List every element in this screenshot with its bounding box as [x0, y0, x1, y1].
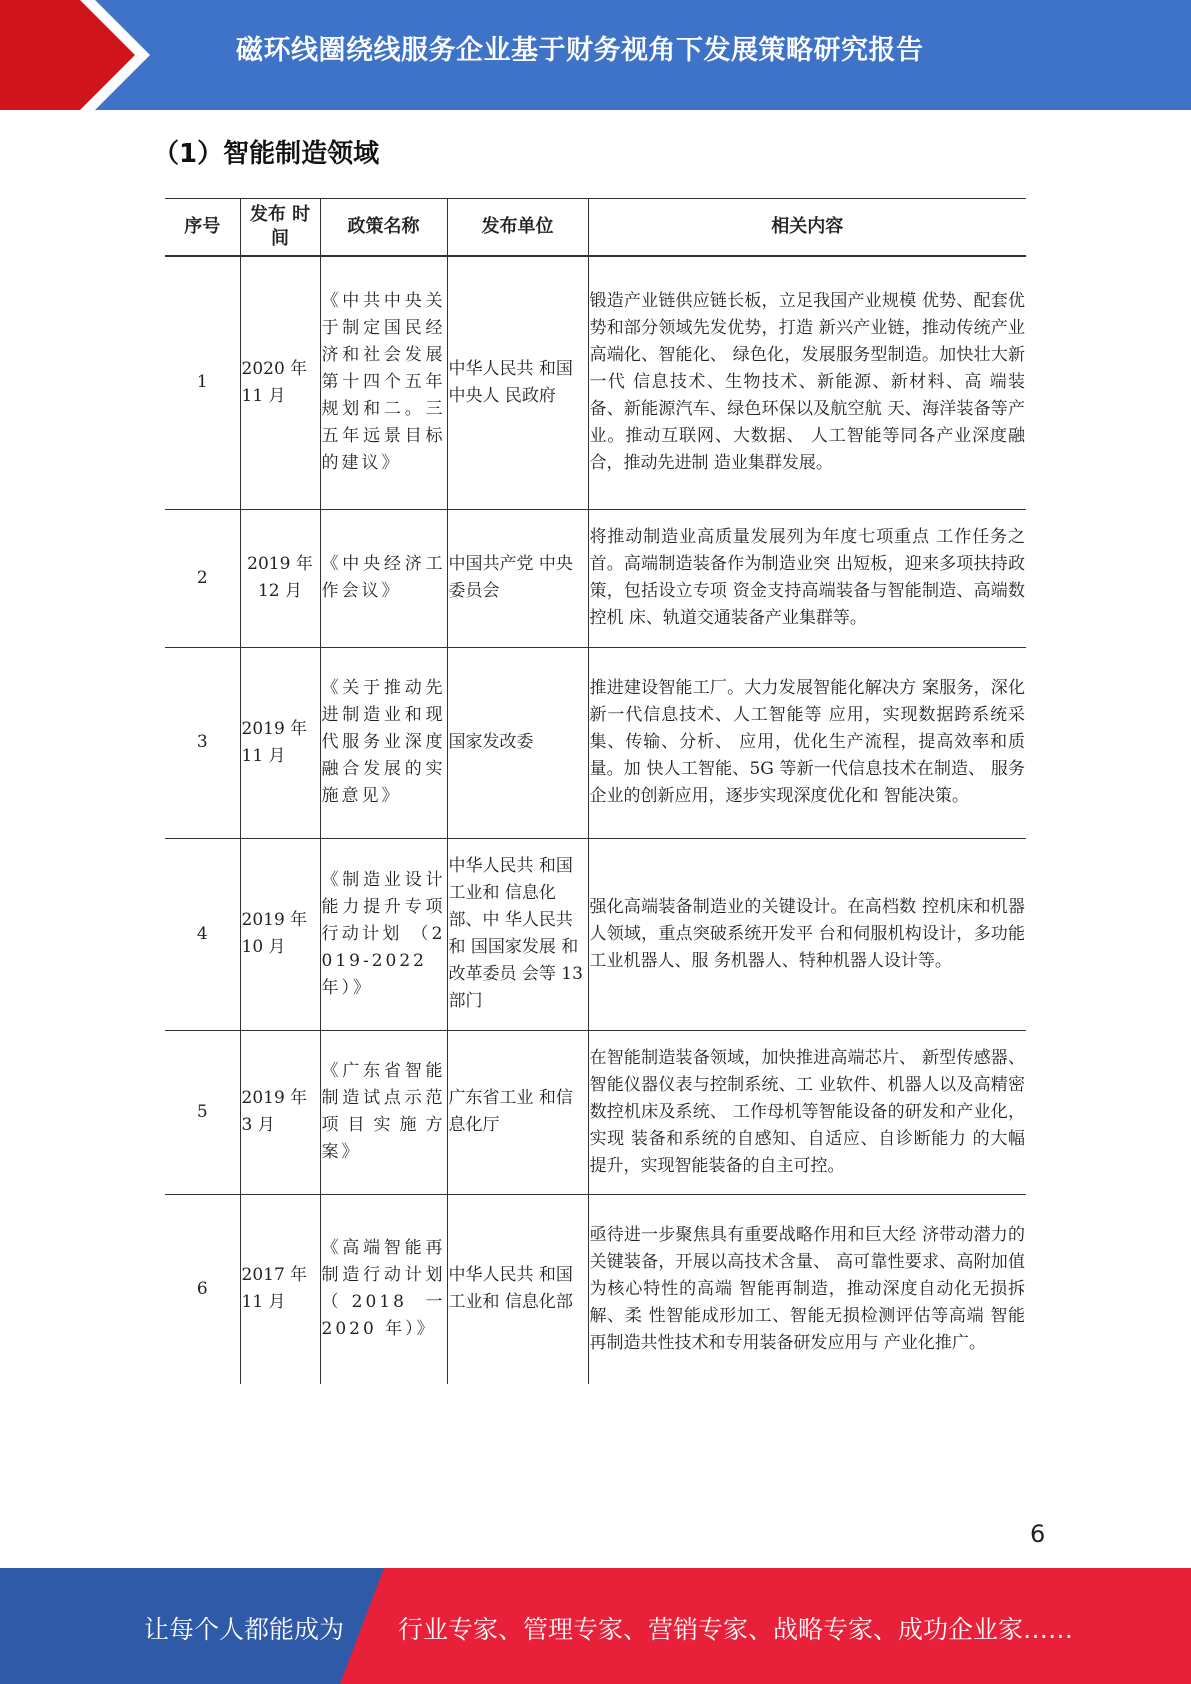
footer-banner: [0, 1568, 1191, 1684]
table-row: [165, 509, 1026, 647]
row-content: 锻造产业链供应链长板，立足我国产业规模 优势、配套优势和部分领域先发优势，打造 新兴产业链，推动传统产业高端化、智能化、 绿色化，发展服务型制造。加快壮大新一代 信息技术、生物技术、新能源、新材料、高 端装备、新能源汽车、绿色环保以及航空航 天、海洋装备等产业。推动互联网、大数据、 人工智能等同各产业深度融合，推动先进制 造业集群发展。: [588, 256, 1026, 509]
row-no: 6: [196, 1278, 208, 1299]
row-no: 5: [165, 1030, 240, 1194]
table-row: [165, 647, 1026, 838]
row-no: 3: [165, 647, 240, 838]
row-policy-name: 《高端智能再制造行动计划（2018 一 2020 年）》: [320, 1194, 447, 1384]
header-issuer: 发布单位: [447, 199, 588, 257]
row-date: 2017 年 11 月: [240, 1194, 320, 1384]
row-policy-name: 《制造业设计能力提升专项行动计划 （2019-2022 年）》: [320, 838, 447, 1030]
row-issuer: 中国共产党 中央委员会: [447, 509, 588, 647]
row-no: 2: [165, 509, 240, 647]
row-no: 4: [165, 838, 240, 1030]
section-title: （1）智能制造领域: [153, 139, 380, 169]
header-date: 发布 时间: [240, 199, 320, 257]
policy-table: [165, 198, 1026, 1384]
row-issuer: 中华人民共 和国工业和 信息化部: [447, 1194, 588, 1384]
table-row: [165, 838, 1026, 1030]
row-policy-name: 《关于推动先进制造业和现代服务业深度融合发展的实施意见》: [320, 647, 447, 838]
row-date: 2019 年 12 月: [240, 509, 320, 647]
table-header-row: [165, 199, 1026, 257]
row-content: 亟待进一步聚焦具有重要战略作用和巨大经 济带动潜力的关键装备，开展以高技术含量、 高可靠性要求、高附加值为核心特性的高端 智能再制造，推动深度自动化无损拆解、柔 性智能成形加工、智能无损检测评估等高端 智能再制造共性技术和专用装备研发应用与 产业化推广。: [588, 1194, 1026, 1384]
row-issuer: 中华人民共 和国工业和 信息化部、中 华人民共和 国国家发展 和改革委员 会等 13 部门: [447, 838, 588, 1030]
footer-slogan-right: 行业专家、管理专家、营销专家、战略专家、成功企业家……: [398, 1615, 1074, 1644]
header-no: 序号: [165, 199, 240, 257]
row-issuer: 国家发改委: [447, 647, 588, 838]
row-date: 2019 年 11 月: [240, 647, 320, 838]
footer-slogan-left: 让每个人都能成为: [144, 1615, 345, 1644]
row-date: 2019 年 3 月: [240, 1030, 320, 1194]
table-row: [165, 1030, 1026, 1194]
header-banner: [0, 0, 1191, 110]
row-date: 2019 年 10 月: [240, 838, 320, 1030]
row-content: 推进建设智能工厂。大力发展智能化解决方 案服务，深化新一代信息技术、人工智能等 应用，实现数据跨系统采集、传输、分析、 应用，优化生产流程，提高效率和质量。加 快人工智能、5G 等新一代信息技术在制造、 服务企业的创新应用，逐步实现深度优化和 智能决策。: [588, 647, 1026, 838]
header-policy-name: 政策名称: [320, 199, 447, 257]
row-policy-name: 《中共中央关于制定国民经济和社会发展第十四个五年规划和二。三五年远景目标的建议》: [320, 256, 447, 509]
row-date: 2020 年 11 月: [240, 256, 320, 509]
row-policy-name: 《中央经济工作会议》: [320, 509, 447, 647]
report-title: 磁环线圈绕线服务企业基于财务视角下发展策略研究报告: [236, 35, 924, 66]
table-row: [165, 256, 1026, 509]
chevron-decoration-icon: [0, 0, 160, 110]
row-content: 将推动制造业高质量发展列为年度七项重点 工作任务之首。高端制造装备作为制造业突 出短板，迎来多项扶持政策，包括设立专项 资金支持高端装备与智能制造、高端数控机 床、轨道交通装备产业集群等。: [588, 509, 1026, 647]
row-content: 强化高端装备制造业的关键设计。在高档数 控机床和机器人领域，重点突破系统开发平 台和伺服机构设计，多功能工业机器人、服 务机器人、特种机器人设计等。: [588, 838, 1026, 1030]
row-issuer: 中华人民共 和国中央人 民政府: [447, 256, 588, 509]
header-content: 相关内容: [588, 199, 1026, 257]
row-content: 在智能制造装备领域，加快推进高端芯片、 新型传感器、智能仪器仪表与控制系统、工 业软件、机器人以及高精密数控机床及系统、 工作母机等智能设备的研发和产业化，实现 装备和系统的自感知、自适应、自诊断能力 的大幅提升，实现智能装备的自主可控。: [588, 1030, 1026, 1194]
page-number: 6: [1030, 1520, 1046, 1548]
row-policy-name: 《广东省智能制造试点示范项目实施方案》: [320, 1030, 447, 1194]
row-issuer: 广东省工业 和信息化厅: [447, 1030, 588, 1194]
row-no: 1: [165, 256, 240, 509]
table-row: [165, 1194, 1026, 1384]
